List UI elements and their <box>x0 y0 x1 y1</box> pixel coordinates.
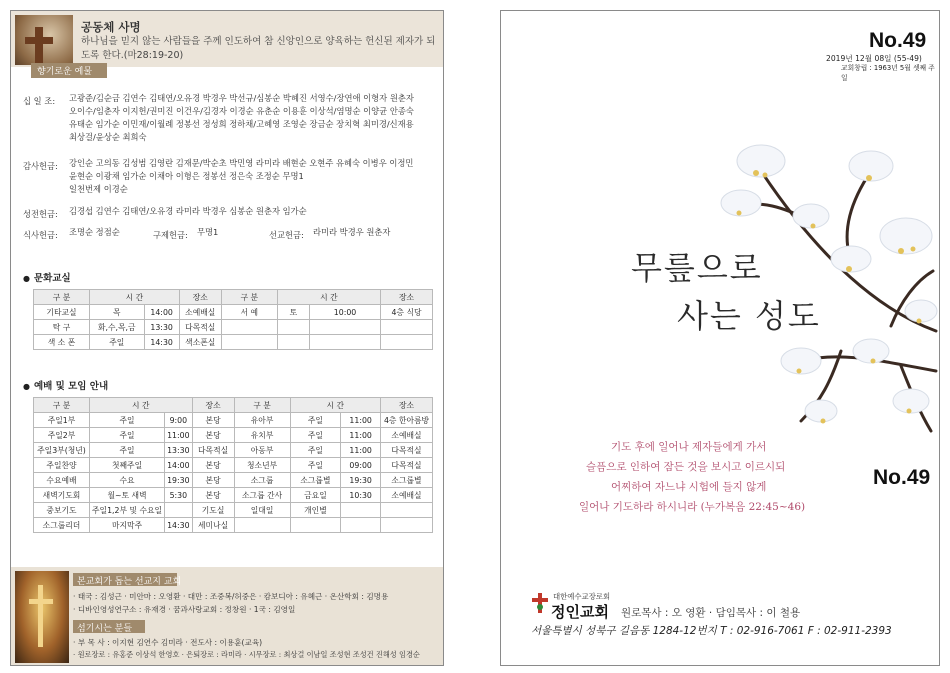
offering-names-temple: 김경섭 김연수 김태연/오유경 라미라 박경우 심봉순 원춘자 임가순 <box>69 206 307 216</box>
offering-names-meal: 조명순 정점순 <box>69 227 120 237</box>
staff-line: · 원로장로 : 유홍준 이상석 한영호 · 은퇴장로 : 라미라 · 시무장로 : 최상걸 이남일 조성현 조성건 진해성 임경순 <box>73 650 420 659</box>
table-cell: 10:30 <box>341 488 381 503</box>
church-name: 정인교회 <box>551 603 609 621</box>
table-cell: 주일1부 <box>34 413 90 428</box>
cross-icon <box>38 585 43 647</box>
denomination: 대한예수교장로회 <box>553 592 611 601</box>
table-cell <box>221 335 277 350</box>
table-cell: 서 예 <box>221 305 277 320</box>
verse-line: 기도 후에 일어나 제자들에게 가서 <box>611 441 767 453</box>
table-cell: 개인별 <box>290 503 341 518</box>
table-cell: 9:00 <box>165 413 192 428</box>
table-row <box>34 335 433 350</box>
table-cell: 다목적실 <box>179 320 221 335</box>
table-cell: 13:30 <box>165 443 192 458</box>
table-cell: 본당 <box>192 413 234 428</box>
table-cell: 유아부 <box>234 413 290 428</box>
table-cell: 중보기도 <box>34 503 90 518</box>
verse-line: 일어나 기도하라 하시니라 (누가복음 22:45~46) <box>579 501 806 513</box>
table-row <box>34 458 433 473</box>
table-cell: 주일1,2부 및 수요일 <box>90 503 165 518</box>
table-cell <box>381 503 433 518</box>
missions-line: · 태국 : 김성근 · 미안마 : 오영환 · 대만 : 조중복/허중은 · 캄보디아 : 유혜근 · 온산학회 : 김명용 <box>73 592 389 601</box>
table-cell: 탁 구 <box>34 320 90 335</box>
table-cell: 11:00 <box>341 443 381 458</box>
table-cell: 본당 <box>192 473 234 488</box>
table-cell: 주일 <box>90 335 145 350</box>
table-cell: 청소년부 <box>234 458 290 473</box>
issue-date: 2019년 12월 08일 (55-49) <box>826 54 922 63</box>
table-cell: 10:00 <box>310 305 381 320</box>
table-row <box>34 413 433 428</box>
table-cell: 19:30 <box>165 473 192 488</box>
table-cell: 11:00 <box>341 413 381 428</box>
verse-line: 어찌하여 자느냐 시험에 들지 않게 <box>611 481 767 493</box>
table-cell: 주일 <box>290 458 341 473</box>
pastors: 원로목사 : 오 영환 · 담임목사 : 이 철용 <box>621 607 801 619</box>
table-cell: 색소폰실 <box>179 335 221 350</box>
table-cell: 다목적실 <box>381 443 433 458</box>
issue-number: No.49 <box>869 29 927 52</box>
table-cell: 5:30 <box>165 488 192 503</box>
table-cell: 09:00 <box>341 458 381 473</box>
table-cell: 주일 <box>90 428 165 443</box>
table-cell: 소그룹별 <box>381 473 433 488</box>
table-row <box>34 503 433 518</box>
table-row <box>34 305 433 320</box>
table-cell: 일대일 <box>234 503 290 518</box>
cross-icon <box>35 27 43 65</box>
mission-title: 공동체 사명 <box>81 20 141 34</box>
table-cell: 소예배실 <box>179 305 221 320</box>
table-cell: 소예배실 <box>381 488 433 503</box>
table-cell: 아동부 <box>234 443 290 458</box>
cross-icon-bar <box>25 37 53 44</box>
table-cell <box>165 503 192 518</box>
offering-names-relief: 무명1 <box>197 227 219 237</box>
table-cell: 첫째주일 <box>90 458 165 473</box>
missions-line: · 디바인영성연구소 : 유재경 · 꿈과사랑교회 : 정창원 · 1국 : 김영일 <box>73 605 296 614</box>
issue-number-bottom: No.49 <box>873 466 931 489</box>
table-cell <box>290 518 341 533</box>
worship-table: 구 분 시 간 장소 구 분 시 간 장소 주일1부 주일 9:00 본당 유아부 주일 11:00 4층 한아름방 주일2부 주일 11:00 본당 유치부 주일 11:00 소예배실 주일3부(청년) 주일 13:30 다목적실 아동부 주일 11:00 다목적실 주일찬양 첫째주일 14:00 본당 청소년부 주일 09:00 다목적실 수요예배 수요 19:30 본당 소그룹 소그룹별 19:30 소그룹별 새벽기도회 월~토 새벽 5:30 본당 소그룹 간사 금요일 10:30 소예배실 중보기도 주일1,2부 및 수요일 기도실 일대일 개인별 소그룹리더 마지막주 14:30 세미나실 <box>33 397 433 533</box>
table-cell: 4층 한아름방 <box>381 413 433 428</box>
left-page <box>10 10 444 666</box>
church-address: 서울특별시 성북구 길음동 1284-12번지 T : 02-916-7061 F : 02-911-2393 <box>531 625 892 637</box>
table-cell: 주일 <box>290 443 341 458</box>
offering-label-relief: 구제헌금: <box>153 230 188 240</box>
offering-label-mission: 선교헌금: <box>269 230 304 240</box>
table-cell <box>341 503 381 518</box>
table-row <box>34 428 433 443</box>
right-page <box>500 10 940 666</box>
culture-title: ● 문화교실 <box>23 270 71 284</box>
table-row <box>34 473 433 488</box>
cover-title-line1: 무릎으로 <box>631 249 763 287</box>
table-cell <box>234 518 290 533</box>
table-cell: 소그룹리더 <box>34 518 90 533</box>
table-row <box>34 488 433 503</box>
table-cell: 주일 <box>90 413 165 428</box>
staff-line: · 부 목 사 : 이지현 김연수 김미라 · 전도사 : 이용훈(교육) <box>73 638 263 647</box>
table-cell: 주일3부(청년) <box>34 443 90 458</box>
table-row <box>34 320 433 335</box>
table-cell: 기타교실 <box>34 305 90 320</box>
table-cell <box>341 518 381 533</box>
offering-label-tithe: 십 일 조: <box>23 96 56 106</box>
table-cell: 금요일 <box>290 488 341 503</box>
table-cell <box>277 320 309 335</box>
table-cell: 13:30 <box>144 320 179 335</box>
table-row <box>34 518 433 533</box>
offering-label-thanks: 감사헌금: <box>23 161 58 171</box>
offering-label-temple: 성전헌금: <box>23 209 58 219</box>
table-cell: 본당 <box>192 488 234 503</box>
table-cell: 세미나실 <box>192 518 234 533</box>
table-cell <box>381 335 433 350</box>
offering-tag-label: 향기로운 예물 <box>37 67 93 77</box>
table-cell: 주일 <box>290 428 341 443</box>
table-cell <box>381 320 433 335</box>
table-cell: 19:30 <box>341 473 381 488</box>
table-cell: 주일2부 <box>34 428 90 443</box>
mission-text: 하나님을 믿지 않는 사람들을 주께 인도하여 참 신앙인으로 양육하는 헌신된 제자가 되도록 한다.(마28:19-20) <box>81 36 436 61</box>
table-cell: 새벽기도회 <box>34 488 90 503</box>
table-cell: 14:00 <box>144 305 179 320</box>
table-cell: 기도실 <box>192 503 234 518</box>
worship-title: ● 예배 및 모임 안내 <box>23 378 108 392</box>
table-cell: 본당 <box>192 458 234 473</box>
table-cell: 본당 <box>192 428 234 443</box>
table-cell: 토 <box>277 305 309 320</box>
table-cell: 14:00 <box>165 458 192 473</box>
table-cell <box>277 335 309 350</box>
staff-title: 섬기시는 분들 <box>77 624 133 634</box>
table-cell: 소그룹 간사 <box>234 488 290 503</box>
table-cell <box>310 335 381 350</box>
table-cell: 주일 <box>90 443 165 458</box>
church-logo-icon <box>531 593 549 613</box>
culture-table: 구 분 시 간 장소 구 분 시 간 장소 기타교실 목 14:00 소예배실 서 예 토 10:00 4층 식당 탁 구 화,수,목,금 13:30 다목적실 색 소 폰 주일 14:30 색소폰실 <box>33 289 433 350</box>
table-cell: 화,수,목,금 <box>90 320 145 335</box>
table-cell: 월~토 새벽 <box>90 488 165 503</box>
table-cell: 주일찬양 <box>34 458 90 473</box>
table-cell <box>310 320 381 335</box>
offering-label-meal: 식사헌금: <box>23 230 58 240</box>
table-cell: 소그룹별 <box>290 473 341 488</box>
verse-line: 슬픔으로 인하여 잠든 것을 보시고 이르시되 <box>586 461 786 473</box>
cross-icon-bar <box>29 599 53 604</box>
table-cell: 다목적실 <box>192 443 234 458</box>
table-cell: 목 <box>90 305 145 320</box>
table-cell: 수요예배 <box>34 473 90 488</box>
offering-names-mission: 라미라 박경우 원춘자 <box>313 227 391 237</box>
offering-names-thanks: 강인순 고의동 김성범 김영란 김재문/박순초 박민영 라미라 배현순 오현주 유혜숙 이병우 이정민 윤현순 이광채 임가순 이채아 이형은 정봉선 정은숙 조정순 무명1 일천번제 이경순 <box>69 158 414 194</box>
table-cell: 14:30 <box>144 335 179 350</box>
cover-title-line2: 사는 성도 <box>677 297 821 335</box>
table-cell: 소그룹 <box>234 473 290 488</box>
table-cell: 다목적실 <box>381 458 433 473</box>
table-cell <box>381 518 433 533</box>
table-cell: 4층 식당 <box>381 305 433 320</box>
table-cell: 11:00 <box>341 428 381 443</box>
table-cell: 주일 <box>290 413 341 428</box>
table-cell: 색 소 폰 <box>34 335 90 350</box>
founded-date: 교회창립 : 1963년 5월 셋째 주일 <box>841 64 935 82</box>
offering-names-tithe: 고광준/김순금 김연수 김태연/오유경 박경우 박선규/심봉순 박혜진 서영수/장연애 이형자 원춘자 오이수/임춘자 이지헌/권미진 이건우/김경자 이경순 유춘순 이용훈 이상석/염명순 이양균 안종숙 유태순 임가순 이민재/이월례 정봉선 정성희 정하채/고혜영 조영순 장금순 장치혁 최미경/신재용 최상걸/윤상순 최희숙 <box>69 93 414 142</box>
table-cell: 수요 <box>90 473 165 488</box>
table-cell: 소예배실 <box>381 428 433 443</box>
table-cell: 마지막주 <box>90 518 165 533</box>
table-cell: 11:00 <box>165 428 192 443</box>
table-cell <box>221 320 277 335</box>
table-cell: 유치부 <box>234 428 290 443</box>
table-cell: 14:30 <box>165 518 192 533</box>
table-row <box>34 443 433 458</box>
missions-title: 본교회가 돕는 선교지 교회 <box>77 577 182 587</box>
